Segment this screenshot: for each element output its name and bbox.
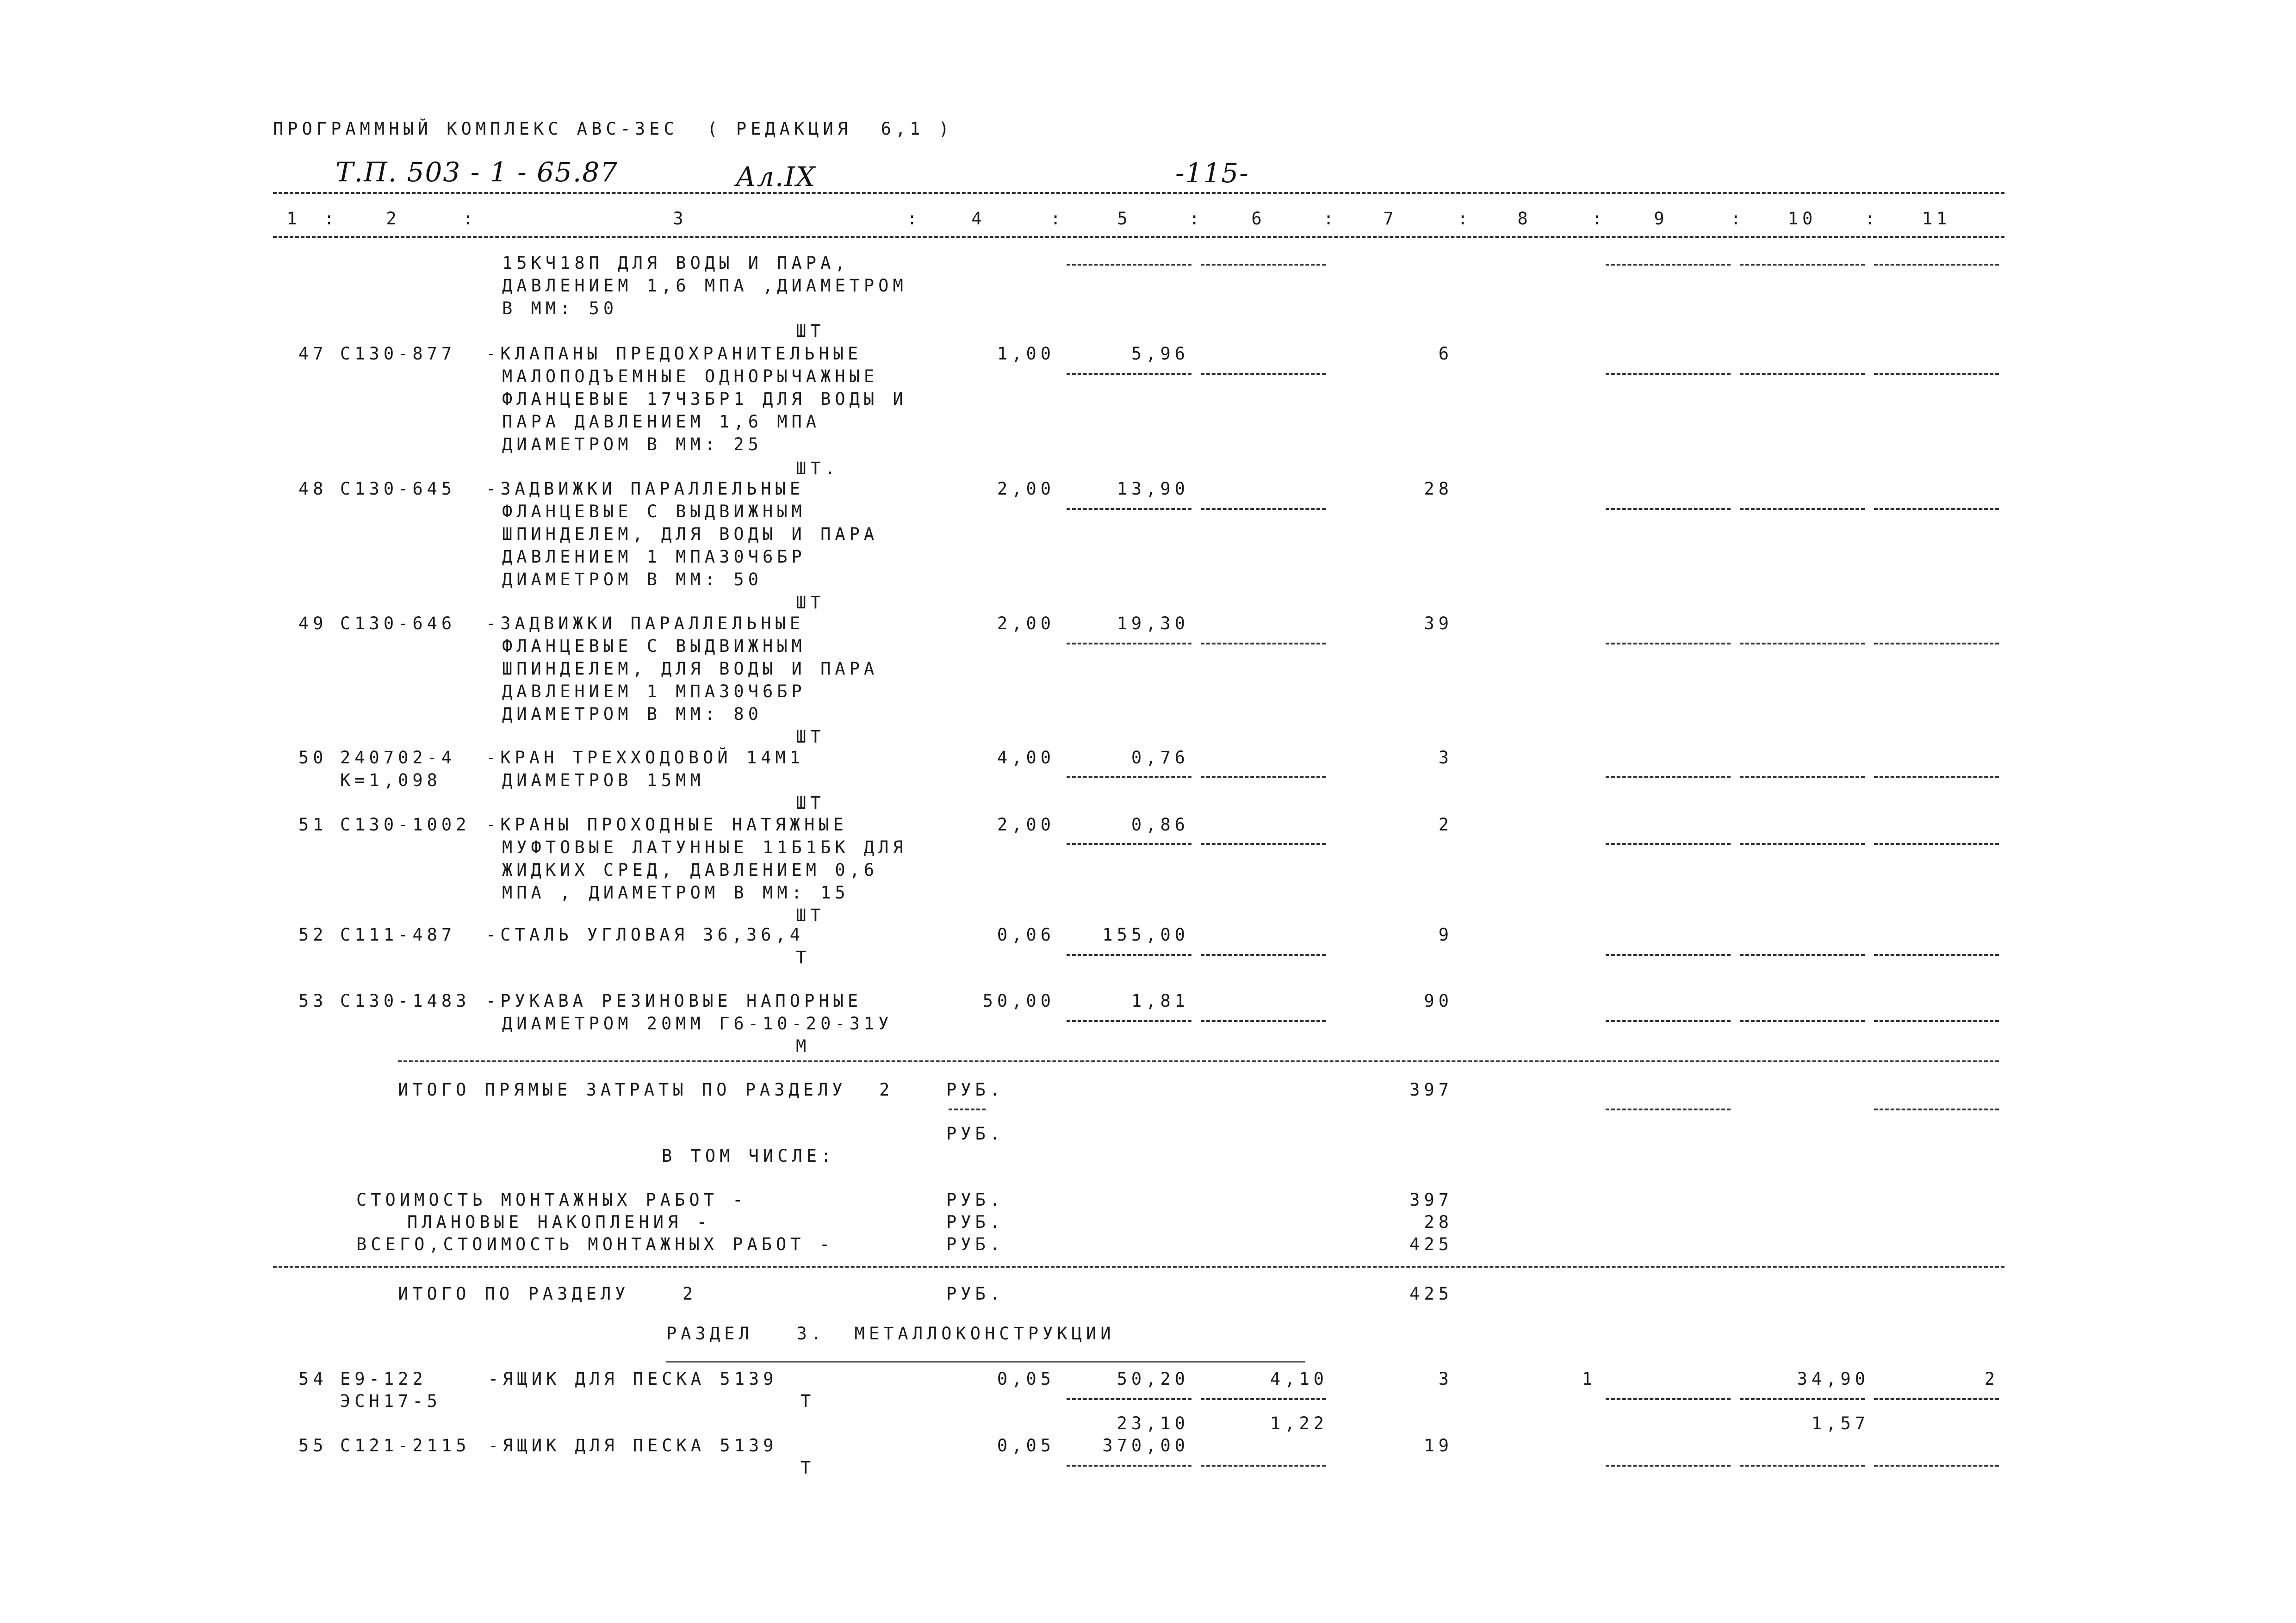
row-col5: 5,96 [1131,344,1189,364]
cell-divider [1740,508,1865,510]
row-name: ДИАМЕТРОВ 15ММ [502,770,705,790]
row-qty: 0,05 [997,1436,1055,1456]
row-col5: 370,00 [1102,1436,1189,1456]
row-qty: 0,06 [997,925,1055,945]
totals-row-unit: РУБ. [946,1212,1005,1232]
cell-divider [1740,1465,1865,1467]
row-qty: 2,00 [997,479,1055,499]
row-code: С111-487 [340,925,456,945]
totals-direct-unit: РУБ. [946,1080,1005,1100]
col-sep: : [1189,209,1204,229]
totals-row-label: СТОИМОСТЬ МОНТАЖНЫХ РАБОТ - [356,1190,747,1210]
prev-item-name: 15КЧ18П ДЛЯ ВОДЫ И ПАРА, [502,253,850,273]
row-col7: 28 [1424,479,1453,499]
cell-divider [1201,776,1326,778]
row-unit: ШТ [796,905,825,925]
row-unit: ШТ. [796,458,839,478]
album-number: Ал.IX [736,161,816,192]
row-qty: 1,00 [997,344,1055,364]
row-code: 240702-4 [340,748,456,768]
row-col5: 50,20 [1117,1369,1189,1389]
row-name: ШПИНДЕЛЕМ, ДЛЯ ВОДЫ И ПАРА [502,524,879,544]
totals-row-unit: РУБ. [946,1234,1005,1254]
row-code2: К=1,098 [340,770,441,790]
cell-divider [1874,1109,1999,1110]
col-11: 11 [1922,209,1951,229]
section-total-unit: РУБ. [946,1284,1005,1304]
row-col7: 3 [1438,748,1453,768]
row-name: ДИАМЕТРОМ В ММ: 50 [502,570,763,589]
row-code: С130-645 [340,479,456,499]
col-sep: : [907,209,922,229]
row-name: -СТАЛЬ УГЛОВАЯ 36,36,4 [486,925,805,945]
cell-divider [1201,1465,1326,1467]
row-col5-wages: 23,10 [1117,1413,1189,1433]
row-qty: 2,00 [997,815,1055,835]
cell-divider [1740,373,1865,375]
cell-divider [1874,843,1999,845]
totals-direct-section: 2 [879,1080,894,1100]
cell-divider [1740,843,1865,845]
row-name: МУФТОВЫЕ ЛАТУННЫЕ 11Б1БК ДЛЯ [502,837,907,857]
cell-divider [1067,264,1191,266]
row-col7: 2 [1438,815,1453,835]
cell-divider [1606,843,1731,845]
row-name: ЖИДКИХ СРЕД, ДАВЛЕНИЕМ 0,6 [502,860,879,880]
cell-divider [1740,776,1865,778]
row-col7: 6 [1438,344,1453,364]
totals-direct-unit2: РУБ. [946,1124,1005,1144]
cell-divider [1874,264,1999,266]
cell-divider [1740,1020,1865,1022]
col-sep: : [1323,209,1338,229]
row-col5: 0,76 [1131,748,1189,768]
col-sep: : [1731,209,1745,229]
cell-divider [1874,954,1999,956]
row-col5: 19,30 [1117,613,1189,633]
row-unit: ШТ [796,793,825,813]
cell-divider [1874,776,1999,778]
row-code: С130-646 [340,613,456,633]
row-name: -ЗАДВИЖКИ ПАРАЛЛЕЛЬНЫЕ [486,479,805,499]
row-name: МАЛОПОДЪЕМНЫЕ ОДНОРЫЧАЖНЫЕ [502,366,879,386]
row-qty: 50,00 [982,991,1055,1011]
row-col7: 9 [1438,925,1453,945]
col-7: 7 [1383,209,1398,229]
cell-divider [1606,1109,1731,1110]
section-total-value: 425 [1409,1284,1453,1304]
row-name: ДАВЛЕНИЕМ 1 МПА30Ч6БР [502,681,806,701]
row-col5: 0,86 [1131,815,1189,835]
cell-divider [1067,954,1191,956]
totals-row-label: ПЛАНОВЫЕ НАКОПЛЕНИЯ - [407,1212,711,1232]
cell-divider [1606,508,1731,510]
row-name: -КРАНЫ ПРОХОДНЫЕ НАТЯЖНЫЕ [486,815,848,835]
row-col7: 39 [1424,613,1453,633]
row-num: 54 [298,1369,328,1389]
row-num: 55 [298,1436,328,1456]
row-unit: Т [800,1458,815,1478]
totals-including: В ТОМ ЧИСЛЕ: [662,1146,836,1166]
row-name: -РУКАВА РЕЗИНОВЫЕ НАПОРНЫЕ [486,991,863,1011]
document-code: Т.П. 503 - 1 - 65.87 [335,156,619,188]
cell-divider [1067,843,1191,845]
cell-divider [1201,954,1326,956]
cell-divider [1067,776,1191,778]
col-3: 3 [673,209,688,229]
col-sep: : [1050,209,1065,229]
col-10: 10 [1787,209,1817,229]
row-col10: 34,90 [1797,1369,1869,1389]
prev-item-unit: ШТ [796,321,825,341]
totals-row-label: ВСЕГО,СТОИМОСТЬ МОНТАЖНЫХ РАБОТ - [356,1234,834,1254]
row-col6: 4,10 [1270,1369,1328,1389]
row-name: -КРАН ТРЕХХОДОВОЙ 14М1 [486,748,805,768]
cell-divider [1740,264,1865,266]
col-sep: : [463,209,478,229]
row-name: -ЗАДВИЖКИ ПАРАЛЛЕЛЬНЫЕ [486,613,805,633]
cell-divider [1067,1465,1191,1467]
cell-divider [1067,643,1191,644]
row-col6-wages: 1,22 [1270,1413,1328,1433]
cell-divider [1201,843,1326,845]
col-2: 2 [386,209,401,229]
col-sep: : [1458,209,1472,229]
col-sep: : [324,209,339,229]
cell-divider [1740,954,1865,956]
cell-divider [1874,643,1999,644]
cell-divider [1201,508,1326,510]
row-col7: 19 [1424,1436,1453,1456]
row-name: ФЛАНЦЕВЫЕ С ВЫДВИЖНЫМ [502,636,806,656]
row-name: -ЯЩИК ДЛЯ ПЕСКА 5139 [488,1436,778,1456]
col-8: 8 [1517,209,1532,229]
cell-divider [1201,264,1326,266]
col-4: 4 [971,209,986,229]
totals-row-value: 28 [1424,1212,1453,1232]
row-name: ДИАМЕТРОМ 20ММ Г6-10-20-31У [502,1014,893,1034]
row-unit: ШТ [796,727,825,747]
row-code: С121-2115 [340,1436,471,1456]
row-name: ФЛАНЦЕВЫЕ 17Ч3БР1 ДЛЯ ВОДЫ И [502,389,907,409]
col-9: 9 [1654,209,1669,229]
cell-divider [1201,643,1326,644]
row-col10-wages: 1,57 [1811,1413,1869,1433]
cell-divider [1874,1020,1999,1022]
row-qty: 0,05 [997,1369,1055,1389]
col-6: 6 [1251,209,1266,229]
row-col11: 2 [1984,1369,1999,1389]
row-unit: ШТ [796,593,825,613]
col-sep: : [1592,209,1607,229]
row-col8: 1 [1582,1369,1596,1389]
row-num: 49 [298,613,328,633]
cell-divider [1067,508,1191,510]
cell-divider [1606,1398,1731,1400]
col-1: 1 [286,209,301,229]
cell-divider [1740,1398,1865,1400]
cell-divider [1874,508,1999,510]
row-code2: ЭСН17-5 [340,1391,441,1411]
cell-divider [1201,1398,1326,1400]
row-col7: 3 [1438,1369,1453,1389]
row-col5: 1,81 [1131,991,1189,1011]
col-sep: : [1865,209,1880,229]
row-num: 52 [298,925,328,945]
cell-divider [1606,1020,1731,1022]
header-rule-bottom [273,236,2004,238]
row-name: ПАРА ДАВЛЕНИЕМ 1,6 МПА [502,412,821,432]
totals-direct-label: ИТОГО ПРЯМЫЕ ЗАТРАТЫ ПО РАЗДЕЛУ [398,1080,847,1100]
section-total-section: 2 [683,1284,697,1304]
row-unit: М [796,1036,811,1056]
section-3-title: РАЗДЕЛ 3. МЕТАЛЛОКОНСТРУКЦИИ [666,1324,1115,1344]
totals-rule [398,1060,1999,1062]
row-name: ДИАМЕТРОМ В ММ: 25 [502,434,763,454]
row-qty: 4,00 [997,748,1055,768]
row-name: ШПИНДЕЛЕМ, ДЛЯ ВОДЫ И ПАРА [502,659,879,679]
cell-divider [1606,954,1731,956]
totals-row-unit: РУБ. [946,1190,1005,1210]
cell-divider [1606,776,1731,778]
row-col7: 90 [1424,991,1453,1011]
cell-divider [1201,1020,1326,1022]
totals-row-value: 425 [1409,1234,1453,1254]
row-unit: Т [796,948,811,967]
row-code: С130-1483 [340,991,471,1011]
row-qty: 2,00 [997,613,1055,633]
cell-divider [949,1109,986,1110]
prev-item-name: ДАВЛЕНИЕМ 1,6 МПА ,ДИАМЕТРОМ [502,276,907,296]
section-total-label: ИТОГО ПО РАЗДЕЛУ [398,1284,630,1304]
cell-divider [1067,1020,1191,1022]
row-code: С130-877 [340,344,456,364]
prev-item-name: В ММ: 50 [502,298,618,318]
row-name: МПА , ДИАМЕТРОМ В ММ: 15 [502,883,850,903]
section-3-underline [666,1361,1305,1363]
row-name: -ЯЩИК ДЛЯ ПЕСКА 5139 [488,1369,778,1389]
cell-divider [1606,264,1731,266]
row-name: -КЛАПАНЫ ПРЕДОХРАНИТЕЛЬНЫЕ [486,344,863,364]
cell-divider [1067,373,1191,375]
row-code: Е9-122 [340,1369,427,1389]
cell-divider [1874,1465,1999,1467]
cell-divider [1067,1398,1191,1400]
section-total-rule [273,1266,2004,1268]
row-num: 47 [298,344,328,364]
cell-divider [1606,643,1731,644]
totals-row-value: 397 [1409,1190,1453,1210]
row-name: ДАВЛЕНИЕМ 1 МПА30Ч6БР [502,547,806,567]
row-code: С130-1002 [340,815,471,835]
totals-direct-value: 397 [1409,1080,1453,1100]
program-header: ПРОГРАММНЫЙ КОМПЛЕКС АВС-ЗЕС ( РЕДАКЦИЯ 6,1 ) [273,119,953,139]
cell-divider [1740,643,1865,644]
cell-divider [1874,373,1999,375]
page-number: -115- [1175,157,1249,189]
row-col5: 13,90 [1117,479,1189,499]
row-col5: 155,00 [1102,925,1189,945]
row-num: 51 [298,815,328,835]
cell-divider [1201,373,1326,375]
cell-divider [1874,1398,1999,1400]
header-rule-top [273,192,2004,194]
cell-divider [1606,373,1731,375]
cell-divider [1606,1465,1731,1467]
row-unit: Т [800,1391,815,1411]
row-num: 48 [298,479,328,499]
row-num: 53 [298,991,328,1011]
col-5: 5 [1117,209,1132,229]
row-name: ФЛАНЦЕВЫЕ С ВЫДВИЖНЫМ [502,502,806,521]
row-num: 50 [298,748,328,768]
row-name: ДИАМЕТРОМ В ММ: 80 [502,704,763,724]
